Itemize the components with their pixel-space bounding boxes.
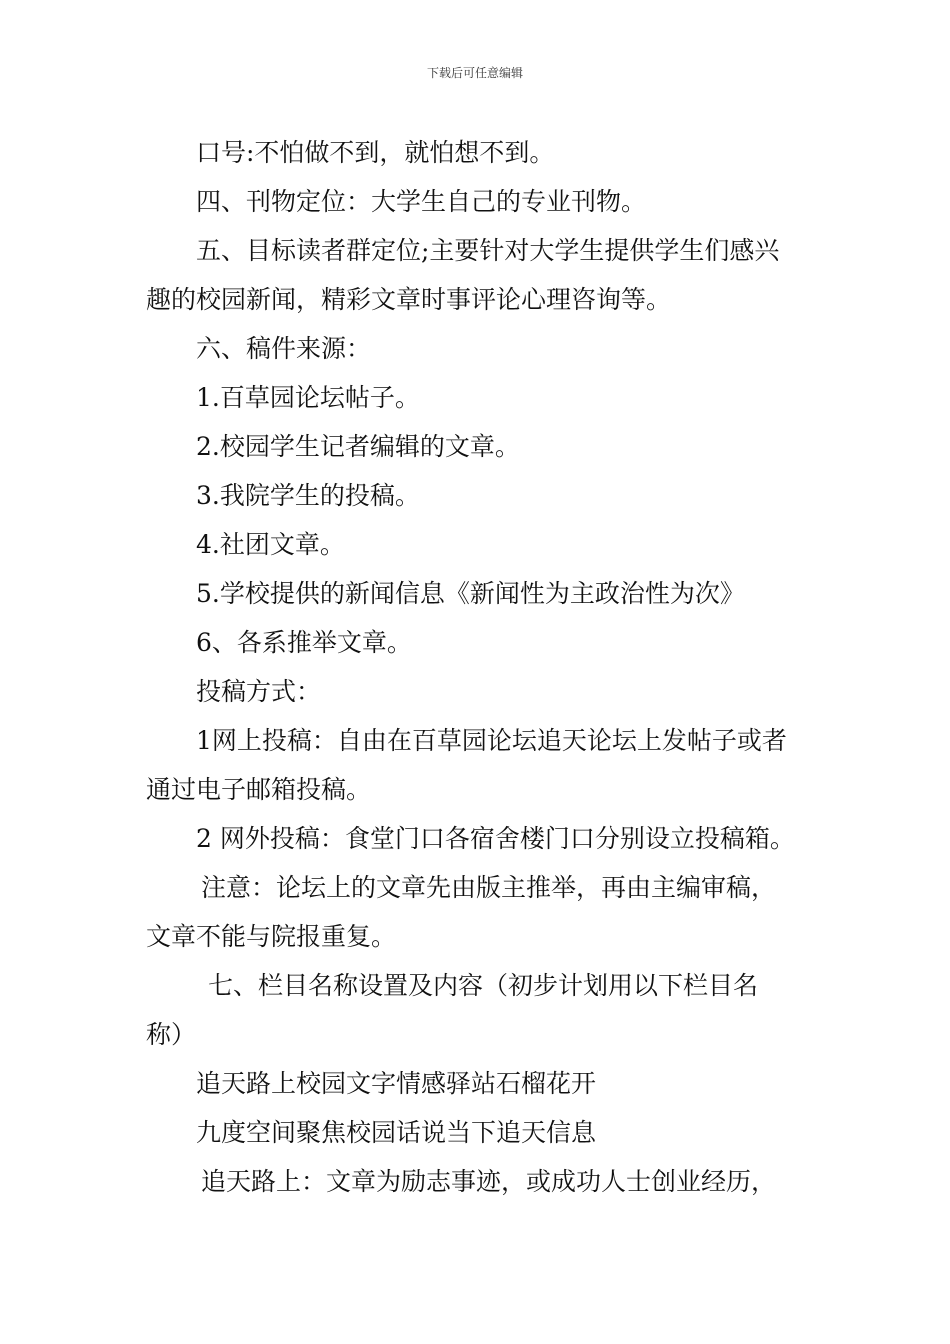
note-line2: 文章不能与院报重复。 bbox=[146, 922, 397, 951]
section-5-readers-line2: 趣的校园新闻，精彩文章时事评论心理咨询等。 bbox=[146, 285, 672, 314]
section-6-heading: 六、稿件来源： bbox=[196, 334, 372, 363]
section-7-heading-line1: 七、栏目名称设置及内容（初步计划用以下栏目名 bbox=[208, 971, 759, 1000]
source-item-1: 1.百草园论坛帖子。 bbox=[196, 383, 420, 412]
document-body bbox=[146, 128, 810, 1206]
online-submission-line2: 通过电子邮箱投稿。 bbox=[146, 775, 372, 804]
source-item-5: 5.学校提供的新闻信息《新闻性为主政治性为次》 bbox=[196, 579, 745, 608]
column-names-line1: 追天路上校园文字情感驿站石榴花开 bbox=[196, 1069, 597, 1098]
source-item-4: 4.社团文章。 bbox=[196, 530, 345, 559]
page-header: 下载后可任意编辑 bbox=[426, 66, 523, 80]
column-description-line: 追天路上：文章为励志事迹，或成功人士创业经历， bbox=[201, 1167, 777, 1196]
online-submission-line1: 1网上投稿：自由在百草园论坛追天论坛上发帖子或者 bbox=[196, 726, 787, 755]
source-item-6: 6、各系推举文章。 bbox=[196, 628, 412, 657]
column-names-line2: 九度空间聚焦校园话说当下追天信息 bbox=[196, 1118, 597, 1147]
slogan-line: 口号:不怕做不到，就怕想不到。 bbox=[196, 138, 555, 167]
source-item-2: 2.校园学生记者编辑的文章。 bbox=[196, 432, 520, 461]
submission-heading: 投稿方式： bbox=[196, 677, 322, 706]
section-7-heading-line2: 称） bbox=[146, 1020, 197, 1049]
note-line1: 注意：论坛上的文章先由版主推举，再由主编审稿， bbox=[201, 873, 777, 902]
source-item-3: 3.我院学生的投稿。 bbox=[196, 481, 420, 510]
section-5-readers-line1: 五、目标读者群定位;主要针对大学生提供学生们感兴 bbox=[196, 236, 780, 265]
offline-submission: 2 网外投稿：食堂门口各宿舍楼门口分别设立投稿箱。 bbox=[196, 824, 795, 853]
section-4-positioning: 四、刊物定位：大学生自己的专业刊物。 bbox=[196, 187, 647, 216]
